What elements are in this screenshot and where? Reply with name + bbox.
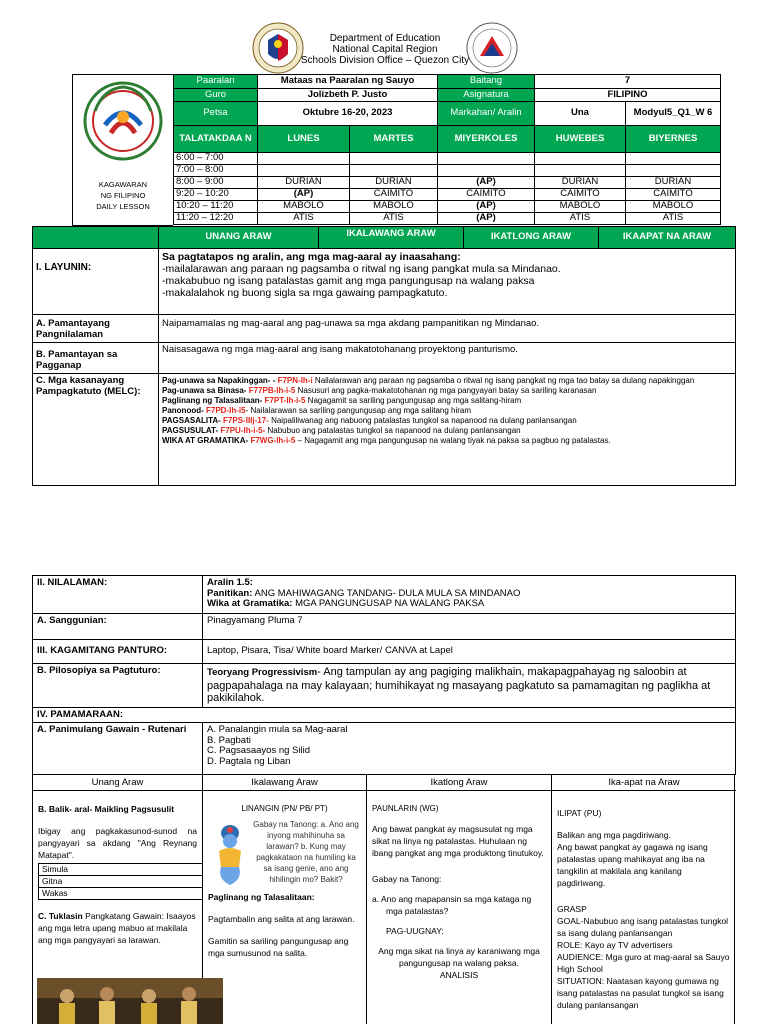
rutenari-item: A. Panalangin mula sa Mag-aaral — [207, 724, 348, 735]
melc-item — [162, 396, 732, 406]
schedule-cell — [438, 165, 535, 177]
ilipat-heading: ILIPAT (PU) — [557, 808, 602, 818]
analisis-label: ANALISIS — [439, 970, 479, 980]
petsa-label: Petsa — [174, 102, 258, 126]
kagamitan-label: III. KAGAMITANG PANTURO: — [33, 640, 203, 664]
caption-line-1: KAGAWARAN — [98, 180, 148, 189]
panitikan-label: Panitikan: — [207, 587, 253, 599]
melc-code: F7PS-IIIj-17- — [223, 416, 269, 425]
melc-skill: PAGSASALITA- — [162, 416, 224, 425]
caption-line-3: DAILY LESSON — [96, 202, 150, 211]
melc-code: F7PN-Ih-i — [277, 376, 313, 385]
ilipat-text-1: Balikan ang mga pagdiriwang. — [557, 830, 671, 840]
tuklasin-block — [38, 910, 197, 946]
melc-skill: Pag-unawa sa Binasa- — [162, 386, 249, 395]
sequence-table — [38, 863, 203, 900]
melc-skill: Pag-unawa sa Napakinggan- - — [162, 376, 278, 385]
ikatlong-araw-header: IKATLONG ARAW — [464, 227, 599, 249]
markahan-label: Markahan/ Aralin — [438, 102, 535, 126]
pilosopiya-label: B. Pilosopiya sa Pagtuturo: — [33, 664, 203, 708]
melc-content — [159, 374, 736, 486]
layunin-content — [159, 249, 736, 315]
linangin-heading: LINANGIN (PN/ PB/ PT) — [241, 804, 328, 813]
pamantayang-nilalaman-label: A. Pamantayang Pangnilalaman — [33, 315, 159, 343]
ikatlong-araw-column — [367, 775, 552, 1024]
talasalitaan-label: Paglinang ng Talasalitaan: — [208, 892, 315, 902]
nilalaman-content — [203, 576, 736, 614]
sequence-simula: Simula — [39, 864, 203, 876]
panitikan-value: ANG MAHIWAGANG TANDANG- DULA MULA SA MINDANAO — [254, 587, 521, 599]
sequence-gitna: Gitna — [39, 876, 203, 888]
header-text — [300, 33, 470, 66]
schedule-cell: ATIS — [626, 213, 721, 225]
time-cell: 6:00 – 7:00 — [174, 153, 258, 165]
schedule-cell — [258, 165, 350, 177]
schedule-cell — [626, 165, 721, 177]
pamantayan-pagganap-label: B. Pamantayan sa Pagganap — [33, 343, 159, 374]
schedule-cell — [438, 153, 535, 165]
time-cell: 9:20 – 10:20 — [174, 189, 258, 201]
grasp-audience: AUDIENCE: Mga guro at mag-aaral sa Sauyo High School — [557, 952, 730, 974]
day-header-blank — [33, 227, 159, 249]
schedule-cell: ATIS — [258, 213, 350, 225]
talatakdaan-header: TALATAKDAA N — [174, 126, 258, 153]
pag-uugnay-text: Ang mga sikat na linya ay karaniwang mga pangungusap na walang paksa. — [378, 946, 540, 968]
melc-desc: – Nagagamit ang mga pangungusap na walang tiyak na paksa sa pagbuo ng patalastas. — [295, 436, 611, 445]
melc-label: C. Mga kasanayang Pampagkatuto (MELC): — [33, 374, 159, 486]
daily-activities — [32, 774, 735, 1024]
genie-icon — [207, 819, 253, 887]
paaralan-value: Mataas na Paaralan ng Sauyo — [258, 75, 438, 89]
tuklasin-text: Pangkatang Gawain: Isaayos ang mga letra upang mabuo at makilala ang mga pangyayari sa larawan. — [38, 911, 196, 945]
time-cell: 11:20 – 12:20 — [174, 213, 258, 225]
sanggunian-label: A. Sanggunian: — [33, 614, 203, 640]
unang-araw-title: Unang Araw — [33, 775, 202, 791]
modyul-value: Modyul5_Q1_W 6 — [626, 102, 721, 126]
grasp-role: ROLE: Kayo ay TV advertisers — [557, 940, 673, 950]
talasalitaan-task-2: Gamitin sa sariling pangungusap ang mga sumusunod na salita. — [208, 936, 349, 958]
melc-skill: Panonood- — [162, 406, 206, 415]
ikalawang-araw-body — [203, 791, 366, 819]
header-office: Schools Division Office – Quezon City — [300, 55, 470, 66]
melc-item — [162, 416, 732, 426]
melc-desc: - Nailalarawan sa sariling pangungusap ang mga salitang hiram — [245, 406, 472, 415]
paunlarin-heading: PAUNLARIN (WG) — [372, 804, 439, 813]
schedule-cell: (AP) — [438, 177, 535, 189]
schedule-cell: MABOLO — [350, 201, 438, 213]
pamantayan-pagganap-text: Naisasagawa ng mga mag-aaral ang isang makatotohanang proyektong panturismo. — [159, 343, 736, 374]
deped-seal-icon — [252, 22, 304, 74]
pilosopiya-text: - Ang tampulan ay ang pagiging malikhain, makapagpahayag ng saloobin at pagpapahalaga na may kalayaan; humihikayat ng masayang pagkatuto sa pamamagitan ng paglikha at pakikilahok. — [207, 666, 711, 704]
unang-araw-body — [33, 791, 202, 950]
schedule-cell: ATIS — [535, 213, 626, 225]
ikalawang-araw-header: IKALAWANG ARAW — [319, 227, 464, 249]
schedule-cell: DURIAN — [258, 177, 350, 189]
schedule-cell: MABOLO — [258, 201, 350, 213]
wika-value: MGA PANGUNGUSAP NA WALANG PAKSA — [295, 598, 485, 609]
ikaapat-na-araw-header: IKAAPAT NA ARAW — [599, 227, 736, 249]
melc-skill: Paglinang ng Talasalitaan- — [162, 396, 265, 405]
objectives-table — [32, 226, 736, 486]
rutenari-item: D. Pagtala ng Liban — [207, 755, 291, 767]
paunlarin-text: Ang bawat pangkat ay magsusulat ng mga sikat na linya ng patalastas. Huhulaan ng ibang pangkat ang mga produktong tinutukoy. — [372, 824, 544, 858]
schedule-cell: (AP) — [438, 213, 535, 225]
schedule-cell: CAIMITO — [626, 189, 721, 201]
schedule-cell — [626, 153, 721, 165]
melc-skill: WIKA AT GRAMATIKA- — [162, 436, 251, 445]
grasp-label: GRASP — [557, 904, 587, 914]
baitang-label: Baitang — [438, 75, 535, 89]
schedule-cell: (AP) — [258, 189, 350, 201]
melc-item — [162, 426, 732, 436]
gabay-question: a. Ano ang mapapansin sa mga kataga ng mga patalastas? — [372, 894, 532, 916]
ikaapat-na-araw-column — [552, 775, 736, 1024]
guro-value: Jolizbeth P. Justo — [258, 89, 438, 102]
melc-item — [162, 376, 732, 386]
schedule-cell: (AP) — [438, 201, 535, 213]
ilipat-text-2: Ang bawat pangkat ay gagawa ng isang patalastas upang mahikayat ang iba na tangkilin at makilala ang kanilang pagdiriwang. — [557, 842, 708, 888]
melc-desc: Nailalarawan ang paraan ng pagsamba o ritwal ng isang pangkat ng mga tao batay sa dulang napakinggan — [312, 376, 695, 385]
ikatlong-araw-body — [367, 791, 551, 985]
day-header-biyernes: BIYERNES — [626, 126, 721, 153]
melc-item — [162, 406, 732, 416]
gabay-tanong-label: Gabay na Tanong: — [372, 874, 442, 884]
asignatura-label: Asignatura — [438, 89, 535, 102]
melc-desc: Naipaliliwanag ang nabuong patalastas tungkol sa napanood na dulang panlansangan — [268, 416, 577, 425]
rutenari-label: A. Panimulang Gawain - Rutenari — [33, 723, 203, 775]
gabay-tanong-bubble: Gabay na Tanong: a. Ano ang inyong mahihinuha sa larawan? b. Kung may pagkakataon na humiling ka sa isang genie, ano ang hihilingin mo? Bakit? — [253, 820, 359, 884]
header-region: National Capital Region — [332, 44, 438, 55]
layunin-label: I. LAYUNIN: — [33, 249, 159, 315]
pamantayang-nilalaman-text: Naipamamalas ng mag-aaral ang pag-unawa sa mga akdang pampanitikan ng Mindanao. — [159, 315, 736, 343]
paaralan-label: Paaralan — [174, 75, 258, 89]
unang-araw-header: UNANG ARAW — [159, 227, 319, 249]
asignatura-value: FILIPINO — [535, 89, 721, 102]
rutenari-item: B. Pagbati — [207, 734, 251, 746]
day-header-huwebes: HUWEBES — [535, 126, 626, 153]
melc-desc: Nasusuri ang pagka-makatotohanan ng mga pangyayari batay sa sariling karanasan — [295, 386, 597, 395]
baitang-value: 7 — [535, 75, 721, 89]
schedule-cell: ATIS — [350, 213, 438, 225]
ikatlong-araw-title: Ikatlong Araw — [367, 775, 551, 791]
caption-line-2: NG FILIPINO — [100, 191, 146, 200]
pilosopiya-content — [203, 664, 736, 708]
time-cell: 10:20 – 11:20 — [174, 201, 258, 213]
schedule-cell: MABOLO — [626, 201, 721, 213]
rutenari-item: C. Pagsasaayos ng Silid — [207, 745, 310, 756]
day-header-miyerkoles: MIYERKOLES — [438, 126, 535, 153]
schedule-cell — [350, 153, 438, 165]
festival-photo — [37, 978, 223, 1024]
melc-code: F7WG-Ih-i-5 — [250, 436, 296, 445]
pamamaraan-label: IV. PAMAMARAAN: — [33, 707, 736, 723]
kagamitan-text: Laptop, Pisara, Tisa/ White board Marker/ CANVA at Lapel — [203, 640, 736, 664]
aralin-number: Aralin 1.5: — [207, 577, 253, 588]
talasalitaan-task-1: Pagtambalin ang salita at ang larawan. — [208, 914, 355, 924]
balik-aral-text: Ibigay ang pagkakasunod-sunod na pangyayari sa akdang "Ang Reynang Matapat". — [38, 826, 197, 860]
layunin-item: -makalalahok ng buong sigla sa mga gawaing pampagkatuto. — [162, 287, 448, 299]
wika-label: Wika at Gramatika: — [207, 598, 293, 609]
schedule-cell: DURIAN — [350, 177, 438, 189]
nilalaman-label: II. NILALAMAN: — [33, 576, 203, 614]
schedule-cell: DURIAN — [626, 177, 721, 189]
schedule-cell: CAIMITO — [535, 189, 626, 201]
schedule-cell: CAIMITO — [350, 189, 438, 201]
talasalitaan-block — [203, 887, 367, 963]
content-table — [32, 575, 736, 775]
layunin-item: -mailalarawan ang paraan ng pagsamba o ritwal ng isang pangkat mula sa Mindanao. — [162, 263, 561, 275]
grasp-goal: GOAL-Nabubuo ang isang patalastas tungkol sa isang dulang panlansangan — [557, 916, 729, 938]
day-header-lunes: LUNES — [258, 126, 350, 153]
day-header-martes: MARTES — [350, 126, 438, 153]
melc-desc: Nagagamit sa sariling pangungusap ang mga salitang-hiram — [305, 396, 522, 405]
layunin-item: -makabubuo ng isang patalastas gamit ang mga pangungusap na walang paksa — [162, 275, 535, 287]
schedule-cell: DURIAN — [535, 177, 626, 189]
layunin-intro: Sa pagtatapos ng aralin, ang mga mag-aaral ay inaasahang: — [162, 251, 461, 263]
pag-uugnay-label: PAG-UUGNAY: — [386, 926, 444, 936]
grasp-situation: SITUATION: Naatasan kayong gumawa ng isang patalastas na pasulat tungkol sa isang dulang panlansangan — [557, 976, 724, 1010]
guro-label: Guro — [174, 89, 258, 102]
melc-item — [162, 386, 732, 396]
melc-code: F7PD-Ih-i5 — [206, 406, 246, 415]
ikalawang-araw-title: Ikalawang Araw — [203, 775, 366, 791]
header-dept: Department of Education — [329, 33, 441, 44]
sdo-quezon-city-seal-icon — [466, 22, 518, 74]
tuklasin-label: C. Tuklasin — [38, 911, 83, 921]
rutenari-list — [203, 723, 736, 775]
melc-skill: PAGSUSULAT- — [162, 426, 221, 435]
melc-code: F77PB-Ih-i-5 — [248, 386, 296, 395]
balik-aral-label: B. Balik- aral- Maikling Pagsusulit — [38, 804, 175, 814]
ikalawang-araw-column — [203, 775, 367, 1024]
unang-araw-column — [33, 775, 203, 1024]
ikaapat-na-araw-body — [552, 791, 736, 1015]
time-cell: 8:00 – 9:00 — [174, 177, 258, 189]
time-cell: 7:00 – 8:00 — [174, 165, 258, 177]
school-logo-box — [72, 74, 173, 226]
teorya-label: Teoryang Progressivism — [207, 667, 318, 678]
melc-code: F7PT-Ih-i-5 — [264, 396, 306, 405]
sequence-wakas: Wakas — [39, 888, 203, 900]
document-header — [0, 22, 768, 74]
schedule-cell: CAIMITO — [438, 189, 535, 201]
sauyo-high-school-logo-icon — [83, 81, 163, 161]
schedule-cell — [535, 165, 626, 177]
schedule-cell — [535, 153, 626, 165]
melc-item — [162, 436, 732, 446]
melc-desc: Nabubuo ang patalastas tungkol sa napanood na dulang panlansangan — [265, 426, 521, 435]
petsa-value: Oktubre 16-20, 2023 — [258, 102, 438, 126]
schedule-cell — [350, 165, 438, 177]
markahan-value: Una — [535, 102, 626, 126]
schedule-cell: MABOLO — [535, 201, 626, 213]
melc-code: F7PU-Ih-i-5- — [220, 426, 266, 435]
ikaapat-na-araw-title: Ika-apat na Araw — [552, 775, 736, 791]
sanggunian-text: Pinagyamang Pluma 7 — [203, 614, 736, 640]
wika-line — [207, 599, 731, 610]
schedule-cell — [258, 153, 350, 165]
school-caption — [73, 179, 173, 212]
